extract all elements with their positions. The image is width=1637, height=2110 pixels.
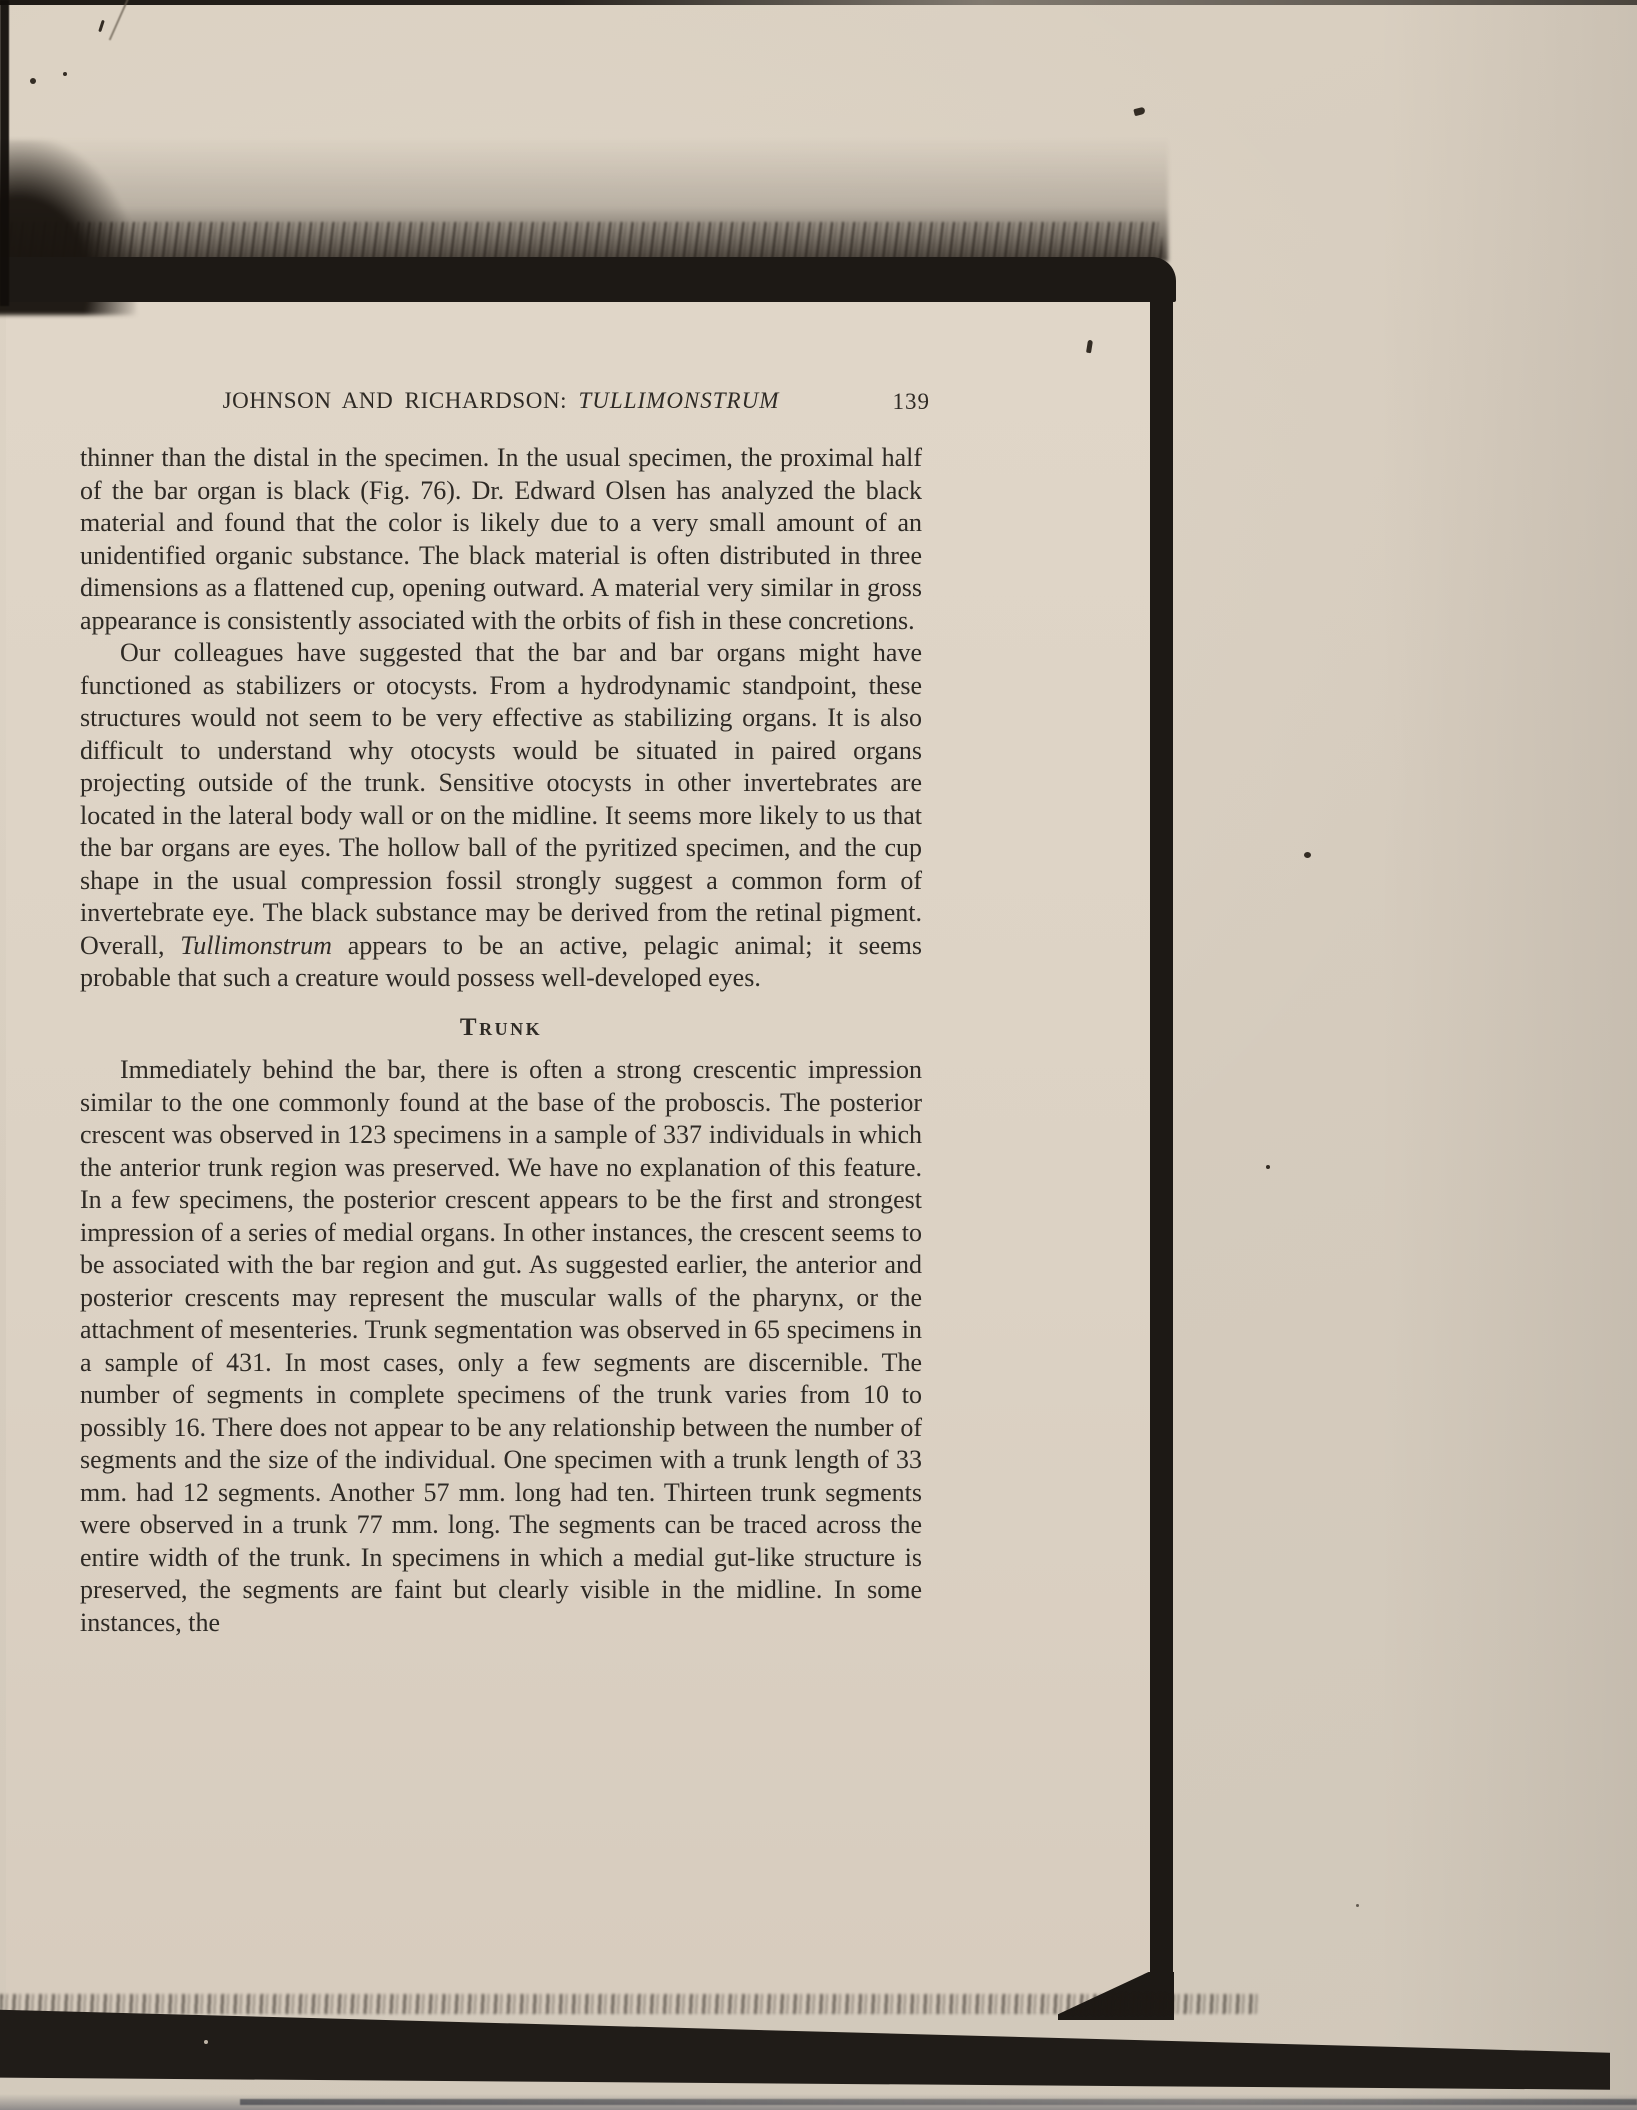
text-run: Tullimonstrum <box>180 930 332 960</box>
paper-crease <box>109 0 130 40</box>
scan-edge-top <box>0 0 1637 5</box>
text-run: Our colleagues have suggested that the bar and bar organs might have functioned as stabilizers or otocysts. From a hydrodynamic standpoint, these structures would not seem to be very effective as stabilizing organs. It is also difficult to understand why otocysts would be situated in paired organs projecting outside of the trunk. Sensitive otocysts in other invertebrates are located in the lateral body wall or on the midline. It seems more likely to us that the bar organs are eyes. The hollow ball of the pyritized specimen, and the cup shape in the usual compression fossil strongly suggest a common form of invertebrate eye. The black substance may be derived from the retinal pigment. Overall, <box>80 638 922 960</box>
ink-speck <box>1304 852 1311 858</box>
ink-speck <box>1133 107 1145 116</box>
page-number: 139 <box>892 389 930 414</box>
running-head-title: TULLIMONSTRUM <box>578 388 780 413</box>
text-run: appears to be an active, pelagic animal; it seems probable that such a creature would possess well-developed eyes. <box>80 930 922 992</box>
paragraph <box>80 637 922 995</box>
ink-speck <box>30 78 36 84</box>
ink-speck <box>1266 1165 1270 1169</box>
running-head <box>80 388 930 414</box>
toner-grain <box>0 222 1162 262</box>
running-head-authors: JOHNSON AND RICHARDSON: <box>222 388 579 413</box>
scanner-band-top <box>0 257 1176 302</box>
scan-edge-bottom-line <box>240 2099 1637 2105</box>
section-heading: Trunk <box>459 1013 543 1041</box>
scan-edge-left <box>0 0 9 306</box>
paper-speck <box>204 2040 208 2044</box>
right-margin-shading <box>1380 0 1637 2110</box>
body-text <box>80 442 922 1639</box>
scanner-band-bottom <box>0 2008 1610 2094</box>
scanner-bar-right <box>1150 278 1173 2000</box>
paragraph <box>80 442 922 637</box>
toner-grain <box>0 1994 1260 2014</box>
ink-speck <box>98 20 105 32</box>
paragraph <box>80 1054 922 1639</box>
text-run: Immediately behind the bar, there is often a strong crescentic impression similar to the one commonly found at the base of the proboscis. The posterior crescent was observed in 123 specimens in a sample of 337 individuals in which the anterior trunk region was preserved. We have no explanation of this feature. In a few specimens, the posterior crescent appears to be the first and strongest impression of a series of medial organs. In other instances, the crescent seems to be associated with the bar region and gut. As suggested earlier, the anterior and posterior crescents may represent the muscular walls of the pharynx, or the attachment of mesenteries. Trunk segmentation was observed in 65 specimens in a sample of 431. In most cases, only a few segments are discernible. The number of segments in complete specimens of the trunk varies from 10 to possibly 16. There does not appear to be any relationship between the number of segments and the size of the individual. One specimen with a trunk length of 33 mm. had 12 segments. Another 57 mm. long had ten. Thirteen trunk segments were observed in a trunk 77 mm. long. The segments can be traced across the entire width of the trunk. In specimens in which a medial gut-like structure is preserved, the segments are faint but clearly visible in the midline. In some instances, the <box>80 1055 922 1637</box>
text-run: thinner than the distal in the specimen. In the usual specimen, the proximal half of the bar organ is black (Fig. 76). Dr. Edward Olsen has analyzed the black material and found that the color is likely due to a very small amount of an unidentified organic substance. The black material is often distributed in three dimensions as a flattened cup, opening outward. A material very similar in gross appearance is consistently associated with the orbits of fish in these concretions. <box>80 443 922 635</box>
ink-speck <box>1356 1904 1359 1907</box>
text-column <box>80 388 930 1639</box>
ink-speck <box>63 72 67 76</box>
